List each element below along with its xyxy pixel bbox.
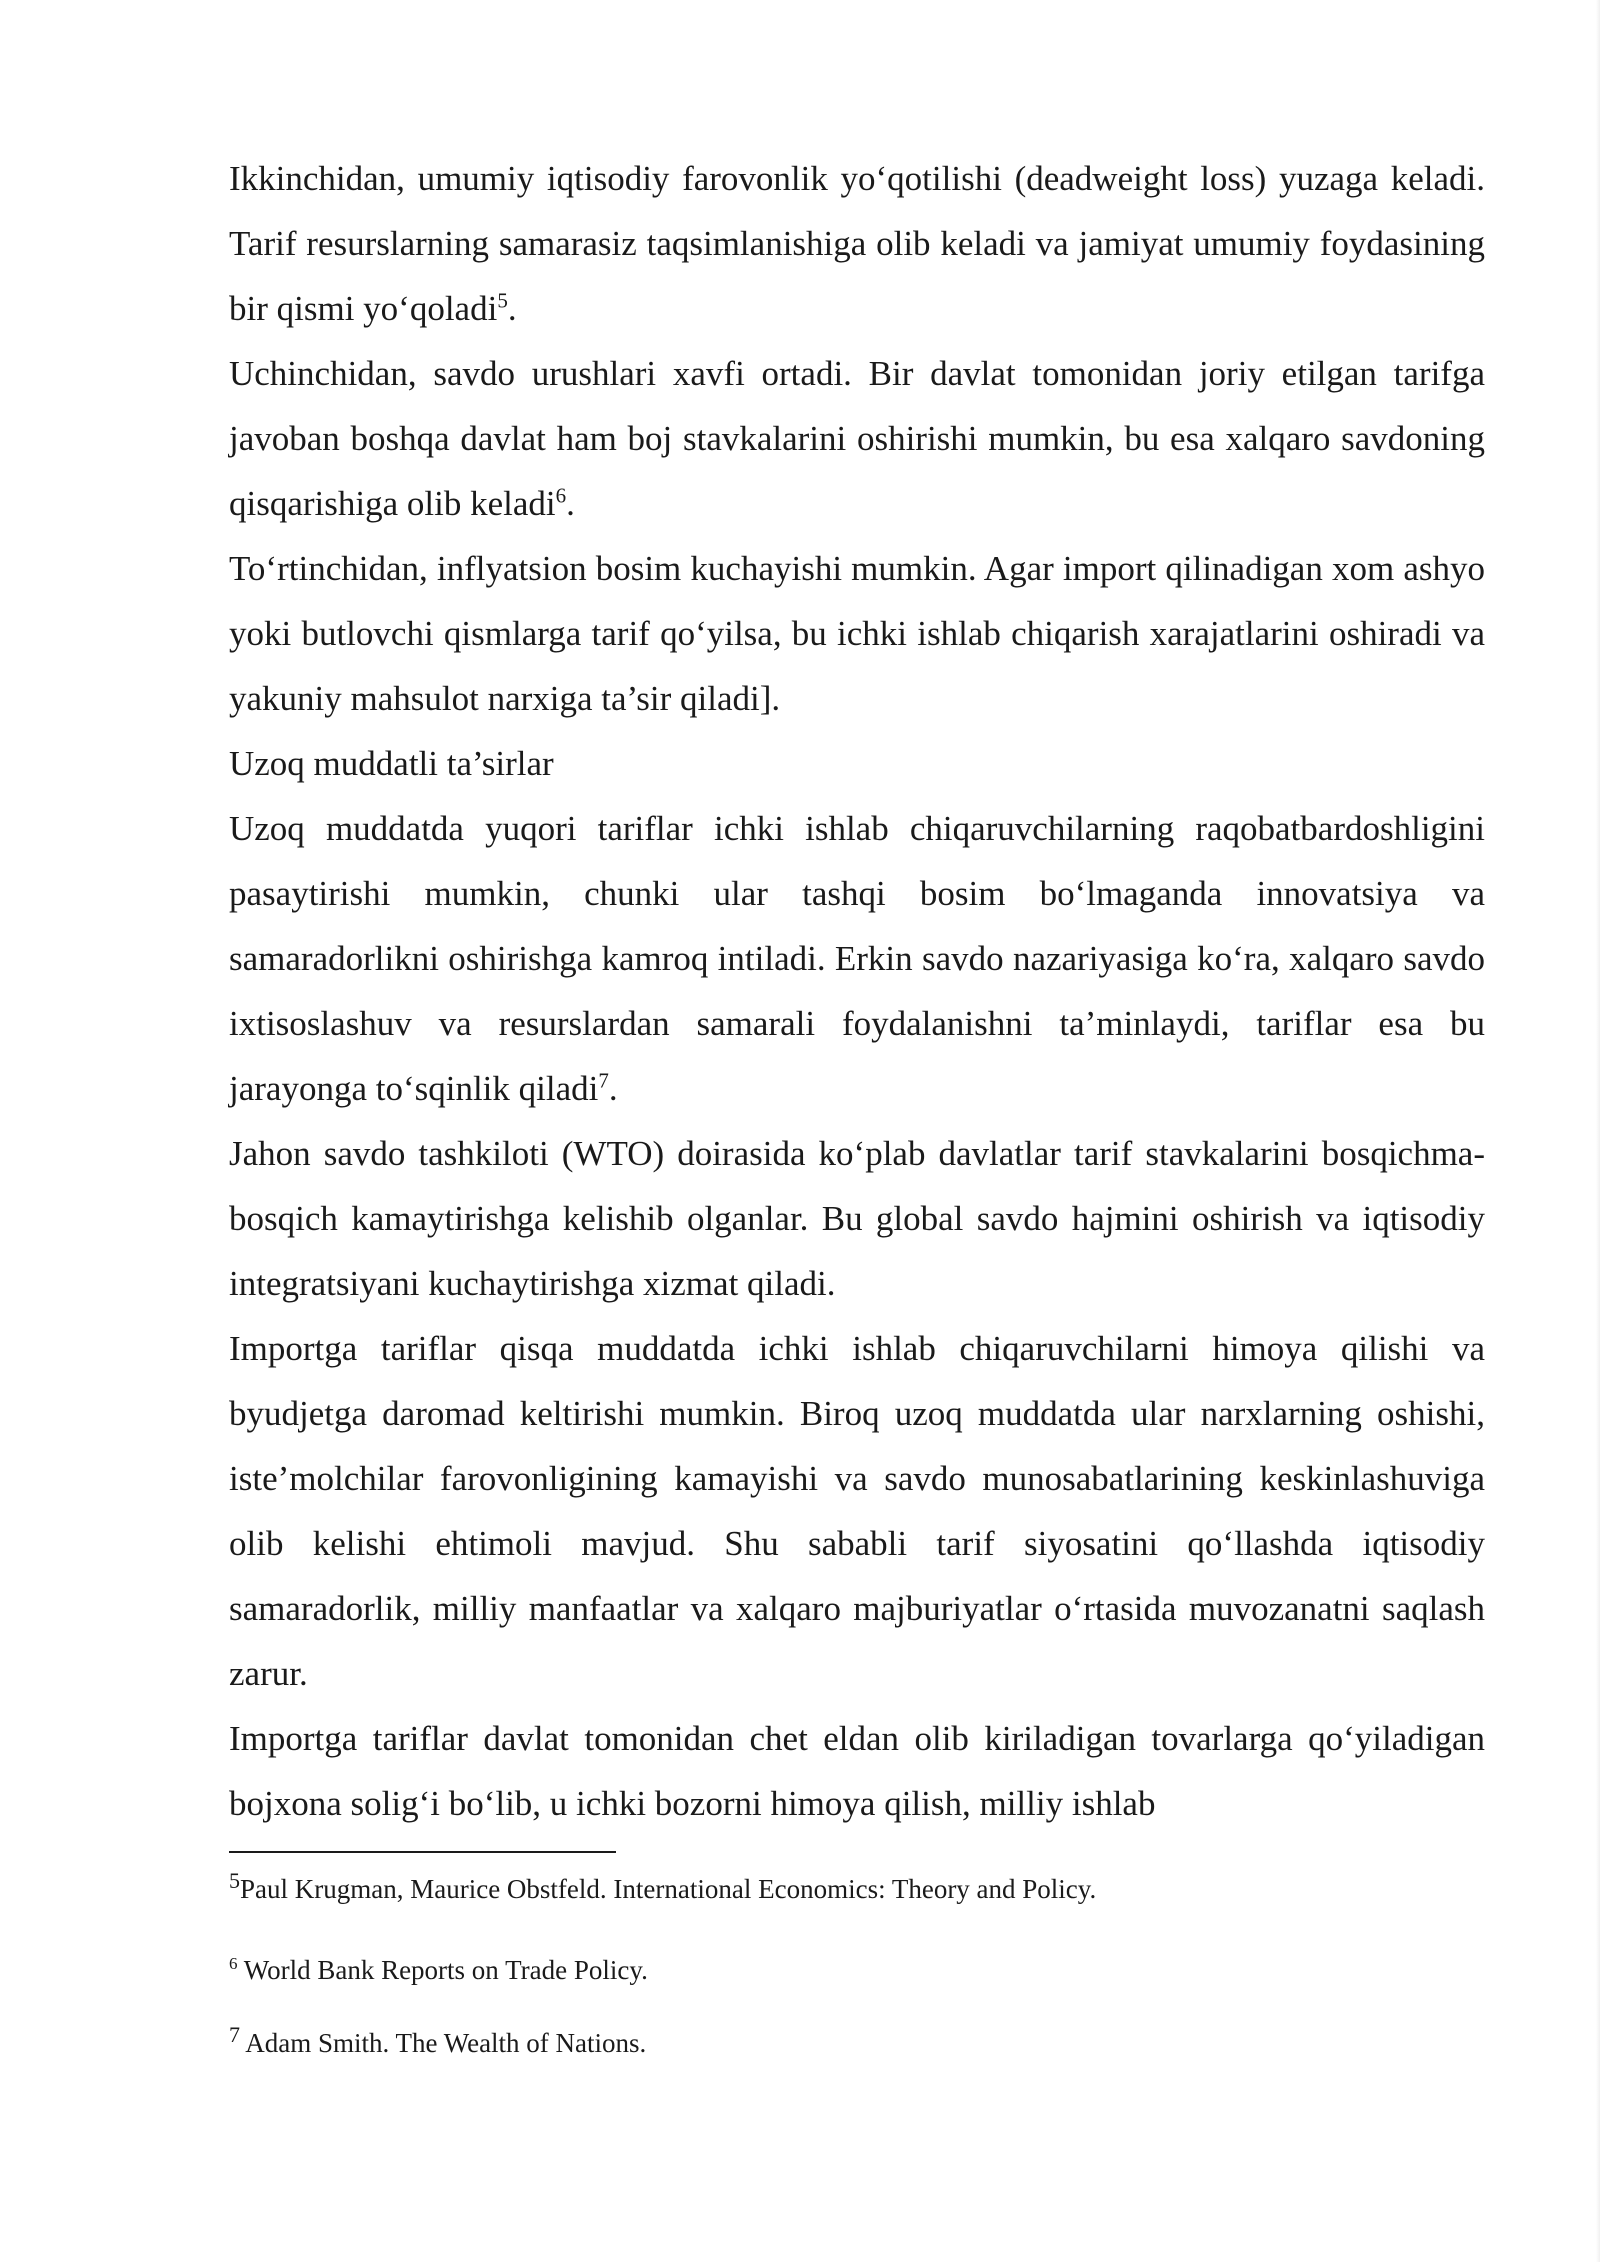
footnote-mark: 5	[229, 1868, 240, 1893]
paragraph-trade-wars	[229, 341, 1485, 536]
paragraph-end: .	[507, 289, 517, 328]
paragraph-end: .	[566, 484, 575, 523]
paragraph-text: Ikkinchidan, umumiy iqtisodiy farovonlik yo‘qotilishi (deadweight loss) yuzaga keladi. Tarif resurslarning samarasiz taqsimlanishiga olib keladi va jamiyat umumiy foydasining bir qismi yo‘qoladi	[229, 159, 1485, 328]
page-edge-shadow	[1596, 0, 1600, 2262]
footnote-reference-5[interactable]: 5	[497, 288, 508, 313]
footnote-separator	[229, 1851, 616, 1853]
footnote-7	[229, 2022, 1485, 2060]
paragraph-conclusion: Importga tariflar qisqa muddatda ichki ishlab chiqaruvchilarni himoya qilishi va byudjetga daromad keltirishi mumkin. Biroq uzoq muddatda ular narxlarning oshishi, iste’molchilar farovonligining kamayishi va savdo munosabatlarining keskinlashuviga olib kelishi ehtimoli mavjud. Shu sababli tarif siyosatini qo‘llashda iqtisodiy samaradorlik, milliy manfaatlar va xalqaro majburiyatlar o‘rtasida muvozanatni saqlash zarur.	[229, 1329, 1485, 1693]
paragraph-long-term	[229, 796, 1485, 1121]
paragraph-inflation: To‘rtinchidan, inflyatsion bosim kuchayishi mumkin. Agar import qilinadigan xom ashyo yoki butlovchi qismlarga tarif qo‘yilsa, bu ichki ishlab chiqarish xarajatlarini oshiradi va yakuniy mahsulot narxiga ta’sir qiladi].	[229, 549, 1485, 718]
footnote-reference-6[interactable]: 6	[555, 483, 567, 508]
section-heading-long-term: Uzoq muddatli ta’sirlar	[229, 744, 554, 783]
footnote-reference-7[interactable]: 7	[598, 1068, 609, 1093]
paragraph-text: Uchinchidan, savdo urushlari xavfi ortadi. Bir davlat tomonidan joriy etilgan tarifga javoban boshqa davlat ham boj stavkalarini oshirishi mumkin, bu esa xalqaro savdoning qisqarishiga olib keladi	[229, 354, 1485, 523]
paragraph-wto: Jahon savdo tashkiloti (WTO) doirasida ko‘plab davlatlar tarif stavkalarini bosqichma-bosqich kamaytirishga kelishib olganlar. Bu global savdo hajmini oshirish va iqtisodiy integratsiyani kuchaytirishga xizmat qiladi.	[229, 1134, 1485, 1303]
paragraph-definition: Importga tariflar davlat tomonidan chet eldan olib kiriladigan tovarlarga qo‘yiladigan bojxona solig‘i bo‘lib, u ichki bozorni himoya qilish, milliy ishlab	[229, 1719, 1485, 1823]
paragraph-end: .	[608, 1069, 618, 1108]
footnote-mark: 7	[229, 2022, 240, 2047]
paragraph-text: Uzoq muddatda yuqori tariflar ichki ishlab chiqaruvchilarning raqobatbardoshligini pasaytirishi mumkin, chunki ular tashqi bosim bo‘lmaganda innovatsiya va samaradorlikni oshirishga kamroq intiladi. Erkin savdo nazariyasiga ko‘ra, xalqaro savdo ixtisoslashuv va resurslardan samarali foydalanishni ta’minlaydi, tariflar esa bu jarayonga to‘sqinlik qiladi	[229, 809, 1485, 1108]
footnote-text: Paul Krugman, Maurice Obstfeld. International Economics: Theory and Policy.	[240, 1874, 1097, 1904]
footnote-mark: 6	[229, 1954, 238, 1973]
footnote-text: Adam Smith. The Wealth of Nations.	[240, 2028, 647, 2058]
footnote-text: World Bank Reports on Trade Policy.	[237, 1955, 648, 1985]
footnote-6	[229, 1953, 1485, 1987]
body-text	[229, 146, 1485, 1836]
footnote-5	[229, 1868, 1485, 1906]
paragraph-deadweight-loss	[229, 146, 1485, 341]
